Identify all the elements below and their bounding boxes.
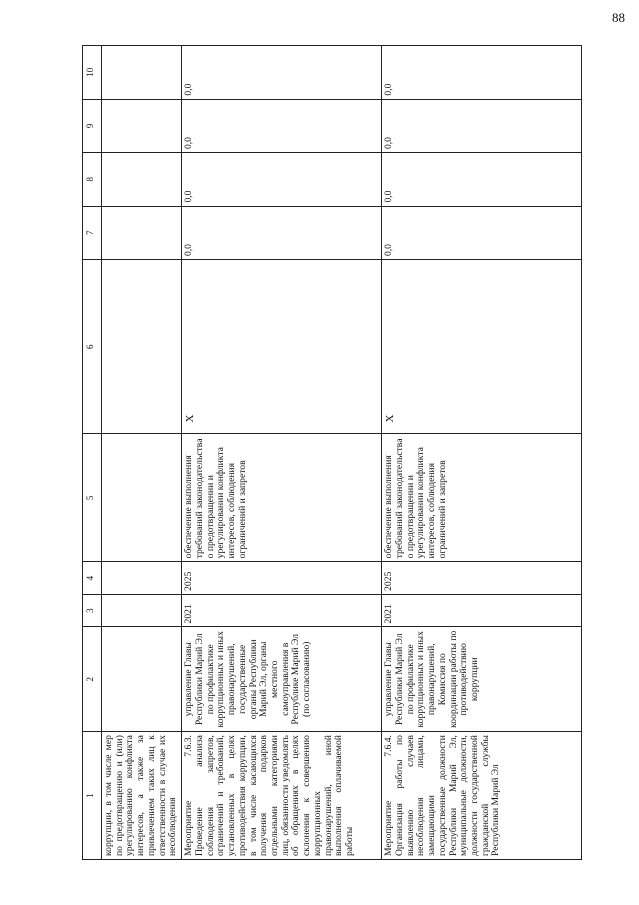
executor-cell [102,627,182,732]
activity-cell: Мероприятие 7.6.4. Организация работы по выявлению случаев несоблюдения лицами, замещающими государственные должности Республики Марий Эл, муниципальные должности, должности государственной гражданской службы Республики Марий Эл [382,732,582,860]
rotated-table-container [82,45,639,860]
value-cell: 0,0 [382,99,582,152]
column-header: 3 [83,594,102,627]
executor-cell: управление Главы Республики Марий Эл по профилактике коррупционных и иных правонарушений, Комиссия по координации работы по противодействию коррупции [382,627,582,732]
column-header: 9 [83,99,102,152]
value-cell: 0,0 [382,46,582,100]
column-header: 4 [83,562,102,595]
value-cell [102,206,182,259]
value-cell [102,99,182,152]
result-cell [102,434,182,562]
value-cell: 0,0 [182,99,382,152]
program-activities-table [82,45,582,860]
x-mark: X [384,414,397,423]
result-cell: обеспечение выполнения требований законодательства о предотвращении и урегулировании конфликта интересов, соблюдения ограничений и запретов [182,434,382,562]
start-year-cell [102,594,182,627]
table-row [102,46,182,860]
value-cell: 0,0 [182,206,382,259]
x-mark: X [184,414,197,423]
mark-cell [102,260,182,434]
column-header: 10 [83,46,102,100]
activity-cell: Мероприятие 7.6.3. Проведение анализа соблюдения запретов, ограничений и требований, установленных в целях противодействия коррупции, в том числе касающихся получения подарков отдельными категориями лиц, обязанности уведомлять об обращениях в целях склонения к совершению коррупционных правонарушений, иной выполнения оплачиваемой работы [182,732,382,860]
table-row [182,46,382,860]
value-cell: 0,0 [182,46,382,100]
executor-cell: управление Главы Республики Марий Эл по профилактике коррупционных и иных правонарушений, государственные органы Республики Марий Эл, органы местного самоуправления в Республике Марий Эл (по согласованию) [182,627,382,732]
column-header: 8 [83,153,102,206]
result-cell: обеспечение выполнения требований законодательства о предотвращении и урегулировании конфликта интересов, соблюдения ограничений и запретов [382,434,582,562]
end-year-cell: 2025 [382,562,582,595]
value-cell: 0,0 [382,206,582,259]
column-header: 7 [83,206,102,259]
mark-cell [182,260,382,434]
start-year-cell: 2021 [382,594,582,627]
table-row [382,46,582,860]
value-cell [102,46,182,100]
end-year-cell: 2025 [182,562,382,595]
activity-cell: коррупции, в том числе мер по предотвращению и (или) урегулированию конфликта интересов, а также за привлечением таких лиц к ответственности в случае их несоблюдения [102,732,182,860]
table-header-row [83,46,102,860]
value-cell: 0,0 [182,153,382,206]
value-cell: 0,0 [382,153,582,206]
column-header: 2 [83,627,102,732]
value-cell [102,153,182,206]
page-number: 88 [612,10,625,25]
end-year-cell [102,562,182,595]
column-header: 5 [83,434,102,562]
column-header: 1 [83,732,102,860]
start-year-cell: 2021 [182,594,382,627]
column-header: 6 [83,260,102,434]
mark-cell [382,260,582,434]
